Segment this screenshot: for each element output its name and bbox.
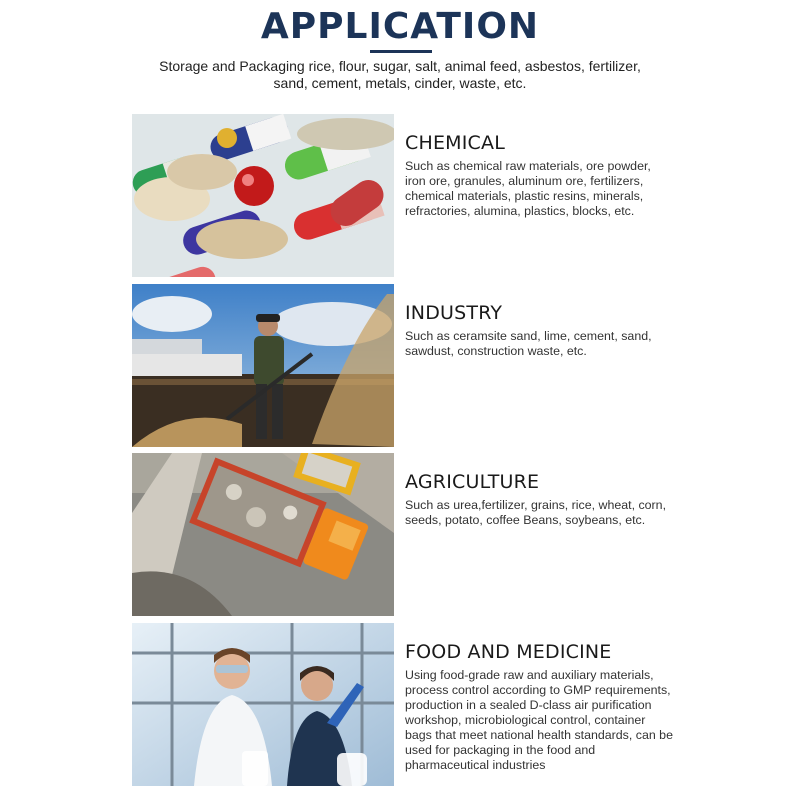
title-underline: [370, 50, 432, 53]
section-food-medicine: [132, 623, 672, 786]
section-heading: CHEMICAL: [405, 132, 506, 154]
section-description: Such as chemical raw materials, ore powder, iron ore, granules, aluminum ore, fertilizers, chemical materials, plastic resins, minerals, refractories, alumina, plastics, blocks, etc.: [405, 159, 651, 218]
agriculture-truck-image: [132, 453, 394, 616]
chemical-text: [405, 132, 673, 219]
industry-worker-image: [132, 284, 394, 447]
agriculture-text: [405, 471, 673, 528]
section-heading: INDUSTRY: [405, 302, 503, 324]
section-heading: FOOD AND MEDICINE: [405, 641, 612, 663]
section-agriculture: [132, 453, 672, 616]
section-description: Using food-grade raw and auxiliary materials, process control according to GMP requirements, production in a sealed D-class air purification workshop, microbiological control, container bags that meet national health standards, can be used for packaging in the food and pharmaceutical industries: [405, 668, 673, 772]
food-medicine-lab-image: [132, 623, 394, 786]
page-subtitle: Storage and Packaging rice, flour, sugar, salt, animal feed, asbestos, fertilizer, sand, cement, metals, cinder, waste, etc.: [159, 58, 641, 91]
page-title: APPLICATION: [260, 6, 540, 47]
section-industry: [132, 284, 672, 447]
section-chemical: [132, 114, 672, 277]
chemical-pills-image: [132, 114, 394, 277]
industry-text: [405, 302, 673, 359]
section-heading: AGRICULTURE: [405, 471, 540, 493]
section-description: Such as ceramsite sand, lime, cement, sand, sawdust, construction waste, etc.: [405, 329, 652, 358]
section-description: Such as urea,fertilizer, grains, rice, wheat, corn, seeds, potato, coffee Beans, soybeans, etc.: [405, 498, 667, 527]
food-medicine-text: [405, 641, 673, 773]
